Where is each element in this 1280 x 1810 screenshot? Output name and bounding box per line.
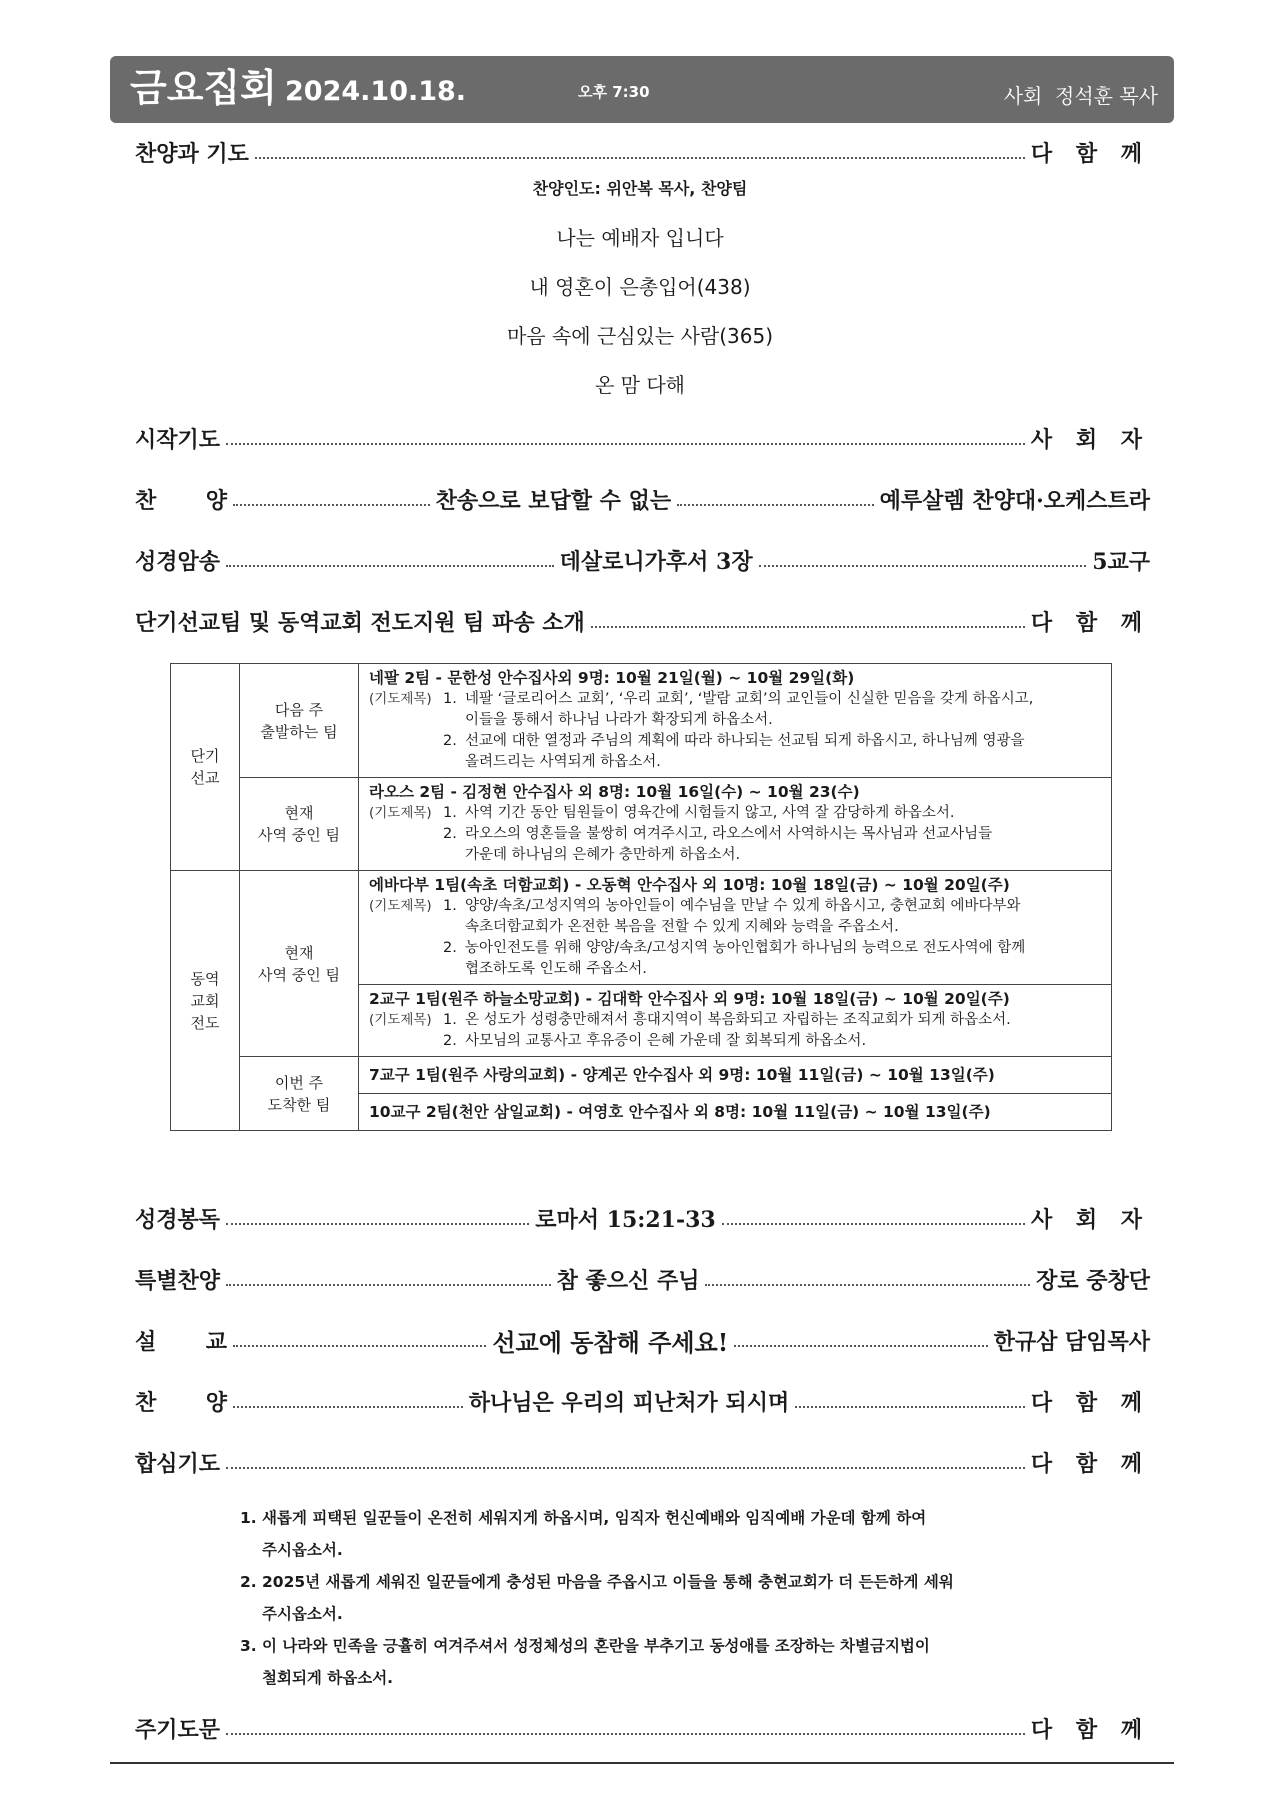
dot-leader xyxy=(226,565,554,567)
prayer-tag: (기도제목) xyxy=(369,898,432,914)
dot-leader xyxy=(759,565,1087,567)
order-unison-prayer xyxy=(135,1444,1150,1480)
order-praise-prayer xyxy=(135,134,1150,170)
order-right: 다 함 께 xyxy=(1030,1716,1150,1743)
team-title: 7교구 1팀(원주 사랑의교회) - 양계곤 안수집사 외 9명: 10월 11일(금) ~ 10월 13일(주) xyxy=(369,1065,995,1084)
praise-leader: 찬양인도: 위안복 목사, 찬양팀 xyxy=(532,179,748,198)
order-label: 설 교 xyxy=(135,1328,227,1355)
service-leader: 사회 정석훈 목사 xyxy=(1003,84,1158,108)
dot-leader xyxy=(233,504,430,506)
team-laos: 라오스 2팀 - 김정현 안수집사 외 8명: 10월 16일(수) ~ 10월 23(수) (기도제목) 1. 사역 기간 동안 팀원들이 영육간에 시험들지 않고, 사역 잘 감당하게 하옵소서. 2. 라오스의 영혼들을 불쌍히 여겨주시고, 라오스에서 사역하시는 목사님과 선교사님들 가운데 하나님의 은혜가 충만하게 하옵소서. xyxy=(359,778,1112,871)
order-label: 합심기도 xyxy=(135,1450,221,1477)
order-label: 찬 양 xyxy=(135,1389,227,1416)
order-right: 다 함 께 xyxy=(1030,609,1150,636)
order-title: 하나님은 우리의 피난처가 되시며 xyxy=(468,1389,790,1416)
dot-leader xyxy=(705,1284,1030,1286)
order-recitation xyxy=(135,542,1150,578)
dot-leader xyxy=(233,1345,486,1347)
order-title: 로마서 15:21-33 xyxy=(535,1206,716,1233)
prayer-tag: (기도제목) xyxy=(369,805,432,821)
team-title: 네팔 2팀 - 문한성 안수집사외 9명: 10월 21일(월) ~ 10월 29일(화) xyxy=(369,669,855,687)
order-lords-prayer xyxy=(135,1710,1150,1746)
service-time: 오후 7:30 xyxy=(578,83,650,101)
dot-leader xyxy=(734,1345,987,1347)
song-item: 나는 예배자 입니다 xyxy=(556,226,724,250)
order-label: 찬양과 기도 xyxy=(135,140,249,167)
team-arrived-2 xyxy=(359,1094,1112,1131)
subcategory-current: 현재 사역 중인 팀 xyxy=(240,778,359,871)
order-right: 사 회 자 xyxy=(1030,1206,1151,1233)
order-label: 단기선교팀 및 동역교회 전도지원 팀 파송 소개 xyxy=(135,609,585,636)
team-district2: 2교구 1팀(원주 하늘소망교회) - 김대학 안수집사 외 9명: 10월 18일(금) ~ 10월 20일(주) (기도제목) 1. 온 성도가 성령충만해져서 흥대지역이 복음화되고 자립하는 조직교회가 되게 하옵소서. 2. 사모님의 교통사고 후유증이 은혜 가운데 잘 회복되게 하옵소서. xyxy=(359,985,1112,1057)
order-opening-prayer xyxy=(135,420,1150,456)
category-partner-church: 동역 교회 전도 xyxy=(171,871,240,1131)
dot-leader xyxy=(233,1406,463,1408)
team-title: 에바다부 1팀(속초 더함교회) - 오동혁 안수집사 외 10명: 10월 18일(금) ~ 10월 20일(주) xyxy=(369,876,1010,894)
dot-leader xyxy=(591,626,1025,628)
order-reading xyxy=(135,1200,1150,1236)
team-title: 라오스 2팀 - 김정현 안수집사 외 8명: 10월 16일(수) ~ 10월 23(수) xyxy=(369,783,860,801)
order-label: 주기도문 xyxy=(135,1716,221,1743)
order-label: 찬 양 xyxy=(135,487,227,514)
order-mission-intro xyxy=(135,603,1150,639)
mission-table xyxy=(170,663,1112,1131)
order-label: 시작기도 xyxy=(135,426,221,453)
order-sermon xyxy=(135,1322,1150,1358)
prayer-tag: (기도제목) xyxy=(369,1012,432,1028)
order-right: 다 함 께 xyxy=(1030,1389,1150,1416)
order-right: 다 함 께 xyxy=(1030,1450,1150,1477)
dot-leader xyxy=(795,1406,1025,1408)
song-item: 온 맘 다해 xyxy=(595,373,685,397)
unison-prayer-list xyxy=(240,1502,1080,1694)
dot-leader xyxy=(226,1467,1025,1469)
list-item: 주시옵소서. xyxy=(262,1605,343,1623)
order-hymn-1 xyxy=(135,481,1150,517)
dot-leader xyxy=(255,157,1025,159)
dot-leader xyxy=(226,1284,551,1286)
order-hymn-2 xyxy=(135,1383,1150,1419)
list-item: 2. 2025년 새롭게 세워진 일꾼들에게 충성된 마음을 주옵시고 이들을 통해 충현교회가 더 든든하게 세워 xyxy=(240,1573,954,1591)
team-title: 10교구 2팀(천안 삼일교회) - 여영호 안수집사 외 8명: 10월 11일(금) ~ 10월 13일(주) xyxy=(369,1102,991,1121)
order-right: 5교구 xyxy=(1092,548,1150,575)
service-title: 금요집회 xyxy=(130,66,277,110)
order-title: 선교에 동참해 주세요! xyxy=(492,1327,729,1357)
team-nepal: 네팔 2팀 - 문한성 안수집사외 9명: 10월 21일(월) ~ 10월 29일(화) (기도제목) 1. 네팔 ‘글로리어스 교회’, ‘우리 교회’, ‘발람 교회’의 교인들이 신실한 믿음을 갖게 하옵시고, 이들을 통해서 하나님 나라가 확장되게 하옵소서. 2. 선교에 대한 열정과 주님의 계획에 따라 하나되는 선교팀 되게 하옵시고, 하나님께 영광을 올려드리는 사역되게 하옵소서. xyxy=(359,664,1112,778)
list-item: 철회되게 하옵소서. xyxy=(262,1669,394,1687)
category-short-term: 단기 선교 xyxy=(171,664,240,871)
bottom-divider xyxy=(110,1762,1174,1764)
order-right: 예루살렘 찬양대·오케스트라 xyxy=(879,487,1150,514)
list-item: 주시옵소서. xyxy=(262,1541,343,1559)
order-special xyxy=(135,1261,1150,1297)
service-date: 2024.10.18. xyxy=(285,76,467,107)
dot-leader xyxy=(226,1223,529,1225)
team-ebada: 에바다부 1팀(속초 더함교회) - 오동혁 안수집사 외 10명: 10월 18일(금) ~ 10월 20일(주) (기도제목) 1. 양양/속초/고성지역의 농아인들이 예수님을 만날 수 있게 하옵시고, 충현교회 에바다부와 속초더함교회가 온전한 복음을 전할 수 있게 지혜와 능력을 주옵소서. 2. 농아인전도를 위해 양양/속초/고성지역 농아인협회가 하나님의 능력으로 전도사역에 함께 협조하도록 인도해 주옵소서. xyxy=(359,871,1112,985)
order-right: 다 함 께 xyxy=(1030,140,1150,167)
order-label: 특별찬양 xyxy=(135,1267,221,1294)
song-item: 마음 속에 근심있는 사람(365) xyxy=(506,324,774,348)
order-label: 성경봉독 xyxy=(135,1206,221,1233)
order-right: 장로 중창단 xyxy=(1036,1267,1150,1294)
order-title: 참 좋으신 주님 xyxy=(556,1267,700,1294)
dot-leader xyxy=(226,1733,1025,1735)
order-title: 찬송으로 보답할 수 없는 xyxy=(435,487,672,514)
subcategory-next: 다음 주 출발하는 팀 xyxy=(240,664,359,778)
dot-leader xyxy=(677,504,874,506)
order-right: 한규삼 담임목사 xyxy=(993,1328,1150,1355)
song-item: 내 영혼이 은총입어(438) xyxy=(529,275,751,299)
list-item: 3. 이 나라와 민족을 긍휼히 여겨주셔서 성정체성의 혼란을 부추기고 동성애를 조장하는 차별금지법이 xyxy=(240,1637,930,1655)
order-label: 성경암송 xyxy=(135,548,221,575)
order-right: 사 회 자 xyxy=(1030,426,1150,453)
list-item: 1. 새롭게 피택된 일꾼들이 온전히 세워지게 하옵시며, 임직자 헌신예배와 임직예배 가운데 함께 하여 xyxy=(240,1509,927,1527)
dot-leader xyxy=(226,443,1025,445)
dot-leader xyxy=(722,1223,1025,1225)
team-title: 2교구 1팀(원주 하늘소망교회) - 김대학 안수집사 외 9명: 10월 18일(금) ~ 10월 20일(주) xyxy=(369,990,1010,1008)
subcategory-arrived: 이번 주 도착한 팀 xyxy=(240,1057,359,1131)
service-header xyxy=(110,56,1174,123)
order-title: 데살로니가후서 3장 xyxy=(559,548,753,575)
team-arrived-1 xyxy=(359,1057,1112,1094)
prayer-tag: (기도제목) xyxy=(369,691,432,707)
subcategory-current: 현재 사역 중인 팀 xyxy=(240,871,359,1057)
